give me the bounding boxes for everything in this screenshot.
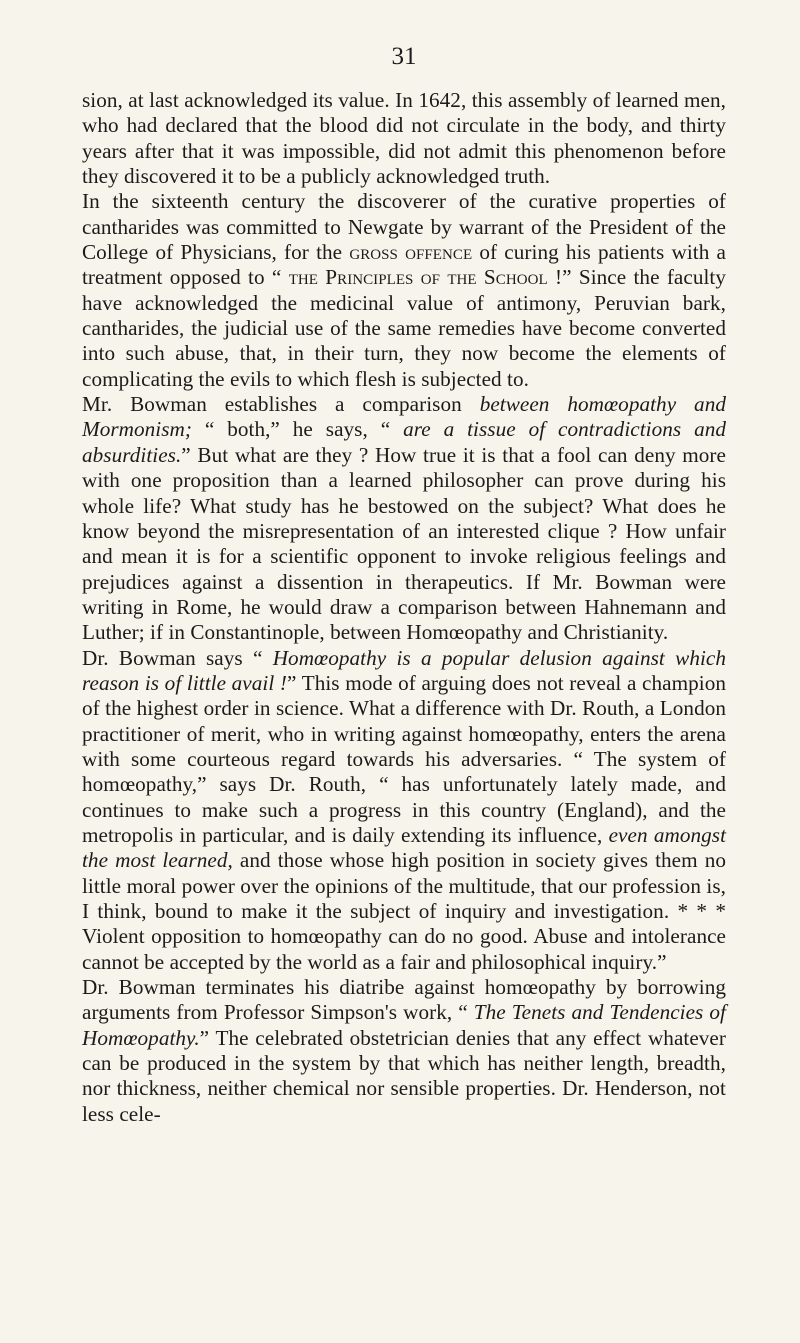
italic-run: The Tenets and Tendencies of Homœopathy. bbox=[82, 1000, 726, 1050]
text-run: Mr. Bowman establishes a comparison bbox=[82, 392, 480, 417]
text-run: In the sixteenth century the discoverer of the curative properties of cantharides was committed to Newgate by warrant of the President of the College of Physicians, for the bbox=[82, 189, 726, 265]
small-caps-run: gross offence bbox=[349, 240, 473, 265]
text-run: Dr. Bowman says “ bbox=[82, 645, 273, 670]
text-run: “ both,” he says, “ bbox=[191, 417, 404, 442]
italic-run: between homœopathy and Mormonism; bbox=[82, 392, 726, 442]
paragraph bbox=[82, 88, 726, 189]
paragraph bbox=[82, 646, 726, 975]
text-run: sion, at last acknowledged its value. In 1642, this assembly of learned men, who had declared that the blood did not circulate in the body, and thirty years after that it was impossible, did not admit this phenomenon before they discovered it to be a publicly acknowledged truth. bbox=[82, 88, 726, 189]
text-run: ” But what are they ? How true it is that a fool can deny more with one proposition than a learned philosopher can prove during his whole life? What study has he bestowed on the subject? What does he know beyond the misrepresentation of an interested clique ? How unfair and mean it is for a scientific opponent to invoke religious feelings and prejudices against a dissention in therapeutics. If Mr. Bowman were writing in Rome, he would draw a comparison between Hahnemann and Luther; if in Constantinople, between Homœopathy and Christianity. bbox=[82, 442, 726, 645]
paragraph bbox=[82, 189, 726, 392]
text-run: and those whose high position in society gives them no little moral power over the opinions of the multitude, that our profession is, I think, bound to make it the subject of inquiry and investigation. * * * Violent opposition to homœopathy can do no good. Abuse and intolerance cannot be accepted by the world as a fair and philosophical inquiry.” bbox=[82, 848, 727, 974]
text-run: of curing his patients with a treatment opposed to “ bbox=[82, 240, 726, 290]
text-run: !” Since the faculty have acknowledged the medicinal value of antimony, Peruvian bark, cantharides, the judicial use of the same remedies have become converted into such abuse, that, in their turn, they now become the elements of complicating the evils to which flesh is subjected to. bbox=[82, 265, 727, 391]
italic-run: Homœopathy is a popular delusion against which reason is of little avail ! bbox=[82, 645, 727, 695]
text-run: ” The celebrated obstetrician denies that any effect whatever can be produced in the system by that which has neither length, breadth, nor thickness, neither chemical nor sensible properties. Dr. Henderson, not less cele- bbox=[82, 1025, 726, 1126]
italic-run: are a tissue of contradictions and absurdities. bbox=[82, 417, 726, 467]
paragraph bbox=[82, 392, 726, 645]
page-number: 31 bbox=[391, 43, 417, 70]
text-run: Dr. Bowman terminates his diatribe against homœopathy by borrowing arguments from Professor Simpson's work, “ bbox=[82, 975, 726, 1025]
text-run: ” This mode of arguing does not reveal a champion of the highest order in science. What a difference with Dr. Routh, a London practitioner of merit, who in writing against homœopathy, enters the arena with some courteous regard towards his adversaries. “ The system of homœopathy,” says Dr. Routh, “ has unfortunately lately made, and continues to make such a progress in this country (England), and the metropolis in particular, and is daily extending its influence, bbox=[82, 670, 727, 847]
small-caps-run: the Principles of the School bbox=[288, 265, 548, 290]
paragraph bbox=[82, 975, 726, 1127]
body-text bbox=[82, 88, 726, 1127]
italic-run: even amongst the most learned, bbox=[82, 822, 726, 873]
